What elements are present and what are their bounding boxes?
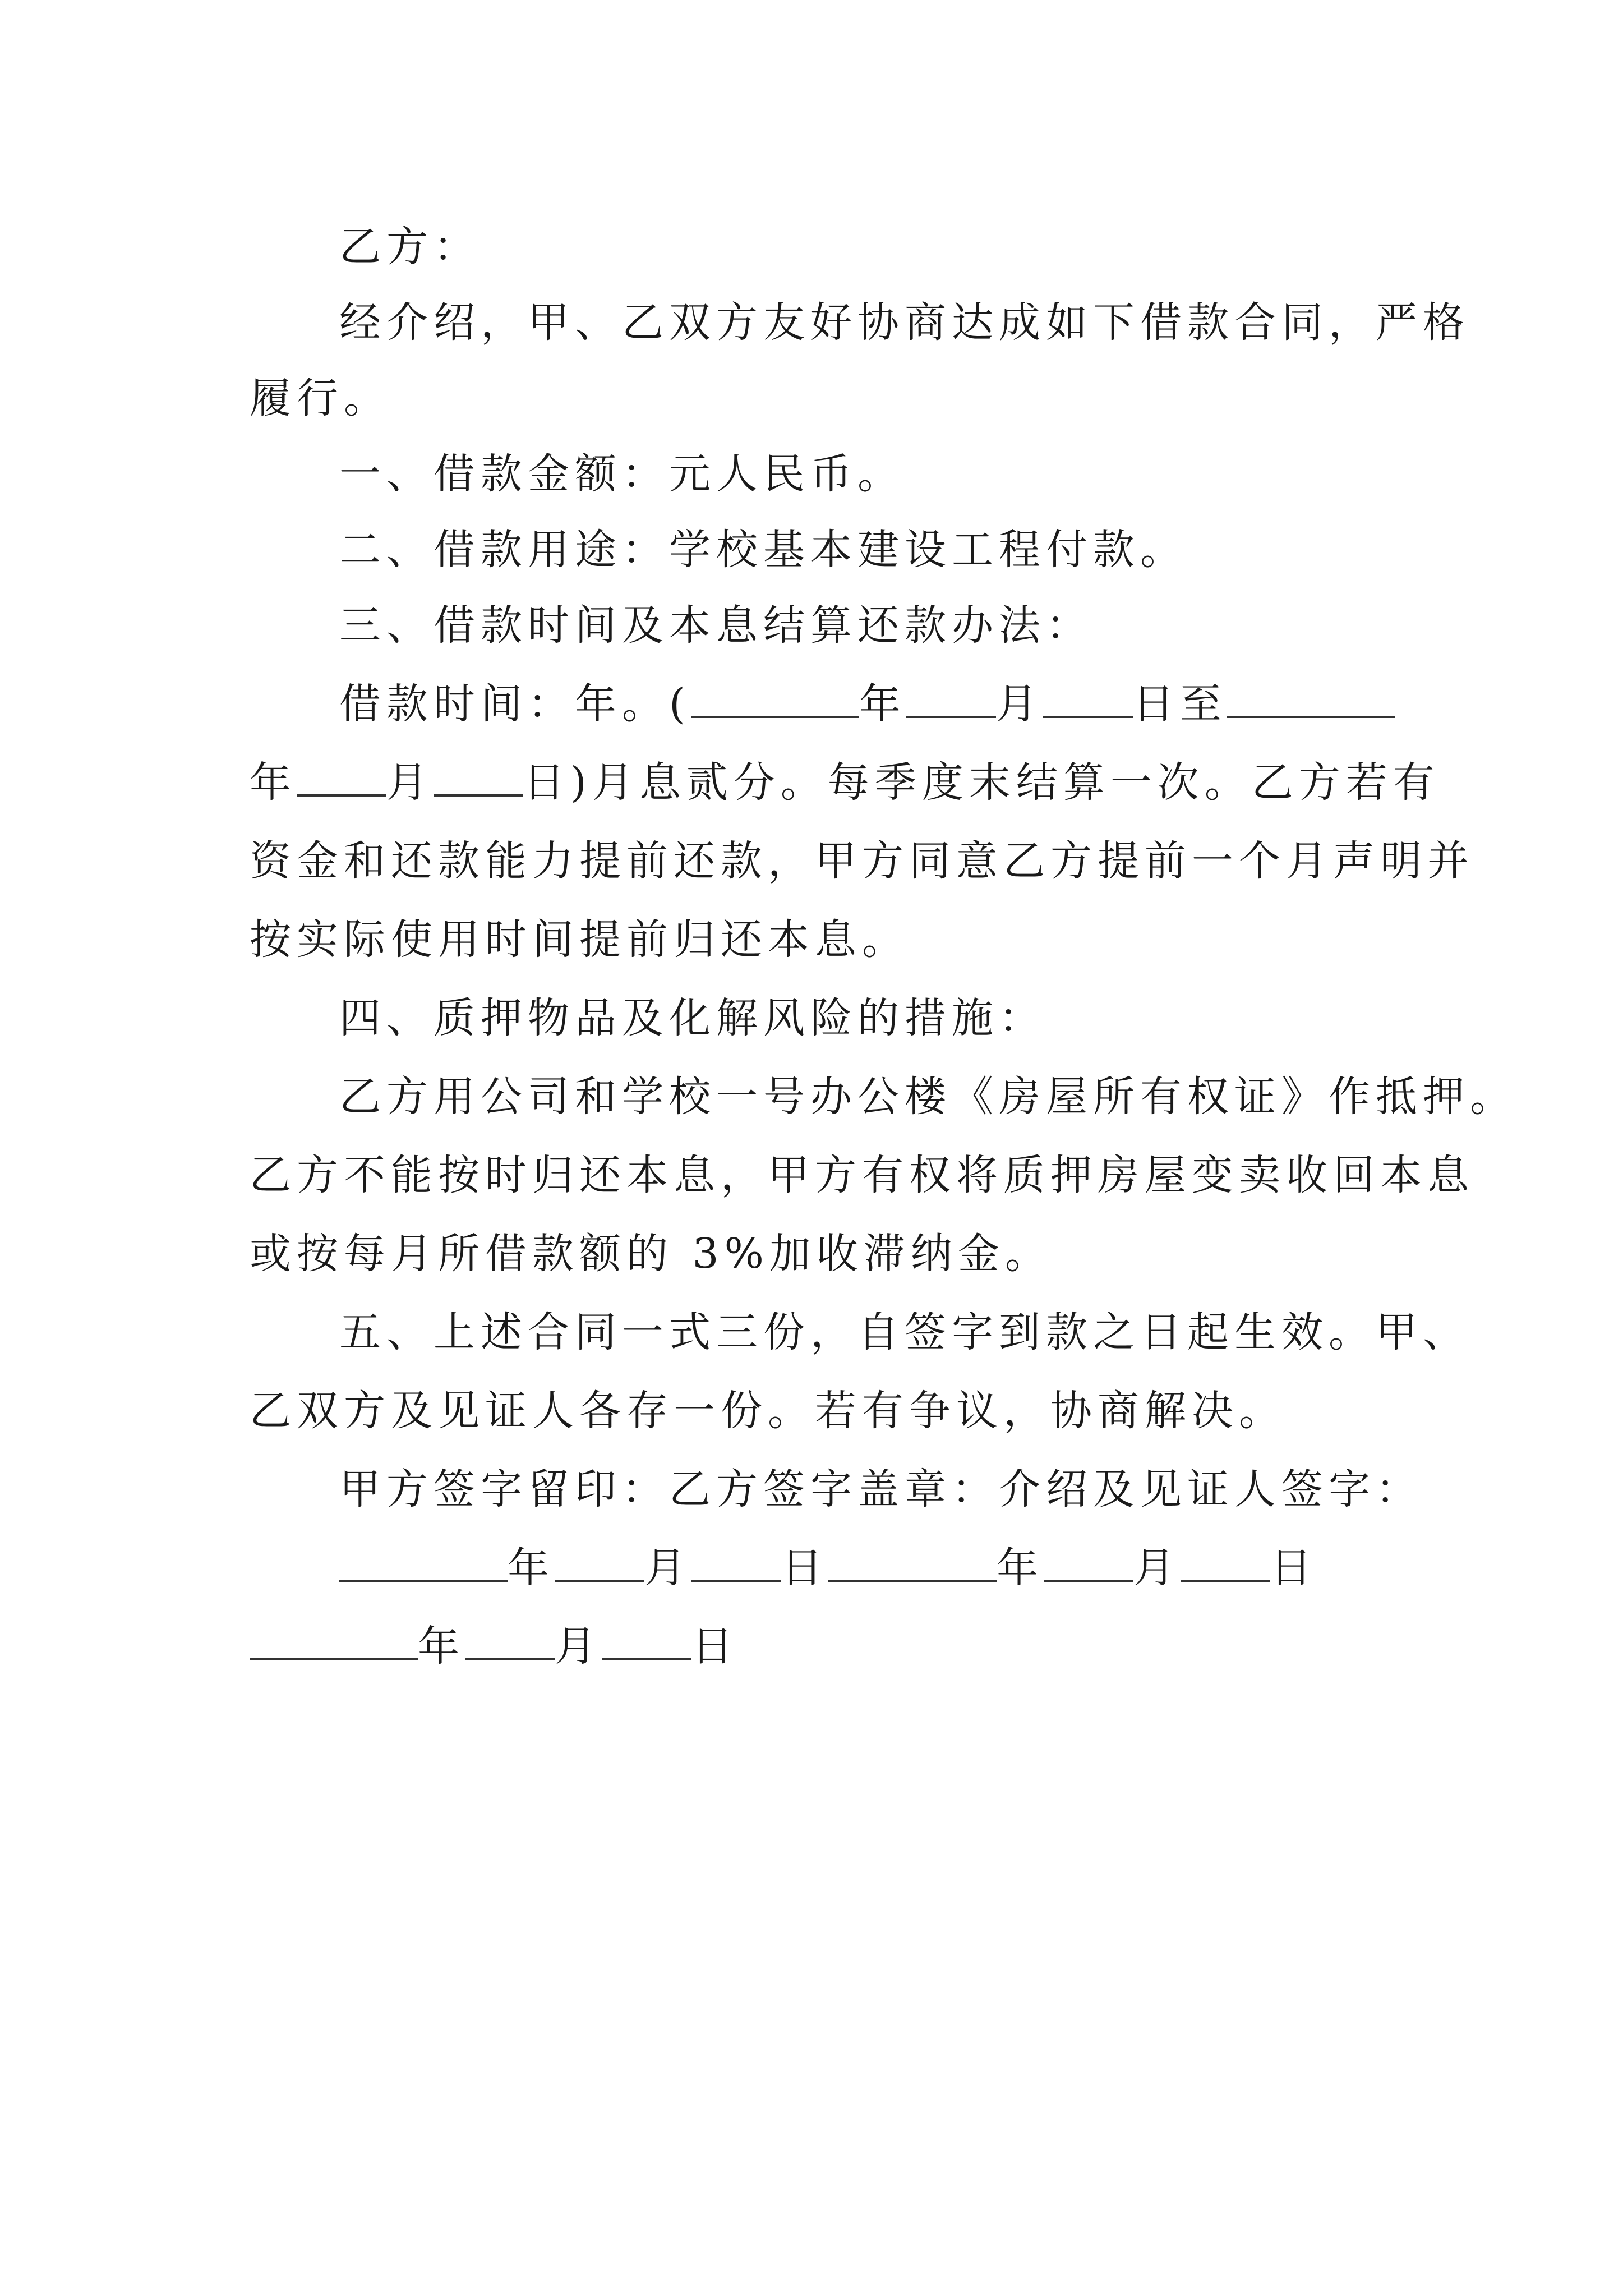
year-label: 年 bbox=[418, 1622, 465, 1671]
month-label: 月 bbox=[995, 680, 1043, 728]
year-blank[interactable] bbox=[828, 1530, 997, 1582]
year-label: 年 bbox=[859, 680, 906, 728]
day-label: 日 bbox=[781, 1544, 828, 1592]
day-blank[interactable] bbox=[691, 1530, 781, 1582]
clause-5-line-1: 五、上述合同一式三份，自签字到款之日起生效。甲、 bbox=[339, 1308, 1470, 1356]
clause-4-line-2: 乙方不能按时归还本息，甲方有权将质押房屋变卖收回本息 bbox=[250, 1151, 1474, 1199]
month-label: 月 bbox=[386, 758, 434, 807]
year-blank[interactable] bbox=[1227, 666, 1395, 718]
loan-time-line-2 bbox=[250, 738, 1440, 827]
year-blank[interactable] bbox=[250, 1609, 418, 1660]
month-label: 月 bbox=[1133, 1544, 1181, 1592]
year-label: 年 bbox=[508, 1544, 555, 1592]
month-blank[interactable] bbox=[1044, 1530, 1133, 1582]
clause-3-line-3: 资金和还款能力提前还款，甲方同意乙方提前一个月声明并 bbox=[250, 837, 1474, 885]
loan-time-prefix: 借款时间：年。( bbox=[339, 680, 691, 728]
day-to-label: 日至 bbox=[1132, 680, 1227, 728]
signature-date-line-2 bbox=[250, 1602, 739, 1691]
month-blank[interactable] bbox=[297, 745, 386, 797]
intro-line-2: 履行。 bbox=[250, 374, 391, 422]
year-label: 年 bbox=[997, 1544, 1044, 1592]
signature-labels: 甲方签字留印：乙方签字盖章：介绍及见证人签字： bbox=[339, 1465, 1423, 1513]
day-blank[interactable] bbox=[434, 745, 523, 797]
loan-time-suffix: 日)月息贰分。每季度末结算一次。乙方若有 bbox=[523, 758, 1440, 807]
month-blank[interactable] bbox=[906, 666, 996, 718]
clause-5-line-2: 乙双方及见证人各存一份。若有争议，协商解决。 bbox=[250, 1387, 1286, 1435]
loan-time-line-1 bbox=[339, 659, 1395, 749]
signature-date-line-1 bbox=[339, 1523, 1317, 1613]
clause-2-purpose: 二、借款用途：学校基本建设工程付款。 bbox=[339, 526, 1187, 574]
party-b-label: 乙方： bbox=[339, 223, 481, 271]
intro-line-1: 经介绍，甲、乙双方友好协商达成如下借款合同，严格 bbox=[339, 298, 1470, 347]
year-blank[interactable] bbox=[339, 1530, 508, 1582]
month-label: 月 bbox=[555, 1622, 602, 1671]
month-blank[interactable] bbox=[555, 1530, 644, 1582]
clause-1-amount: 一、借款金额：元人民币。 bbox=[339, 450, 905, 498]
month-blank[interactable] bbox=[465, 1609, 555, 1660]
clause-4-line-3: 或按每月所借款额的 3%加收滞纳金。 bbox=[250, 1230, 1052, 1278]
day-blank[interactable] bbox=[1043, 666, 1133, 718]
clause-4-title: 四、质押物品及化解风险的措施： bbox=[339, 994, 1046, 1042]
year-label: 年 bbox=[250, 758, 297, 807]
clause-3-title: 三、借款时间及本息结算还款办法： bbox=[339, 601, 1093, 650]
clause-3-line-4: 按实际使用时间提前归还本息。 bbox=[250, 915, 909, 964]
year-blank[interactable] bbox=[691, 666, 859, 718]
clause-4-line-1: 乙方用公司和学校一号办公楼《房屋所有权证》作抵押。 bbox=[339, 1073, 1517, 1121]
day-label: 日 bbox=[691, 1622, 739, 1671]
day-label: 日 bbox=[1270, 1544, 1317, 1592]
month-label: 月 bbox=[644, 1544, 691, 1592]
day-blank[interactable] bbox=[602, 1609, 691, 1660]
day-blank[interactable] bbox=[1181, 1530, 1270, 1582]
